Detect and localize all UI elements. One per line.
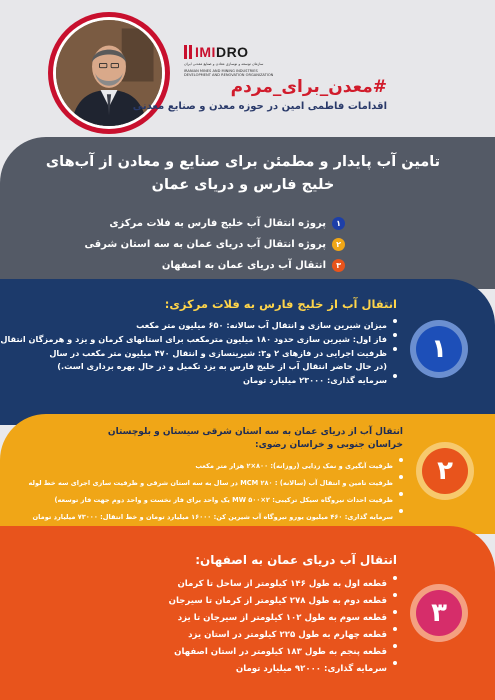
logo-subtext-en: IRANIAN MINES AND MINING INDUSTRIES DEVELOPMENT AND RENOVATION ORGANIZATION	[184, 68, 274, 78]
list-item: میزان شیرین سازی و انتقال آب سالانه: ۶۵۰ میلیون متر مکعب	[0, 319, 397, 333]
logo-subtext-fa: سازمان توسعه و نوسازی معادن و صنایع معدنی ایران	[184, 62, 264, 66]
logo-brand-red: IMI	[195, 44, 216, 60]
overview-item	[84, 213, 345, 234]
section-list	[169, 576, 397, 678]
list-item: قطعه دوم به طول ۲۷۸ کیلومتر از کرمان تا سیرجان	[169, 593, 397, 610]
section-oman-sea-isfahan	[0, 526, 495, 700]
section-persian-gulf	[0, 279, 495, 425]
overview-list	[84, 213, 345, 276]
logo-bars-icon	[184, 45, 192, 59]
list-item: قطعه پنجم به طول ۱۸۳ کیلومتر در استان اصفهان	[169, 644, 397, 661]
list-item: قطعه چهارم به طول ۲۲۵ کیلومتر در استان یزد	[169, 627, 397, 644]
header-subtitle: اقدامات فاطمی امین در حوزه معدن و صنایع معدنی	[132, 101, 387, 112]
overview-item-text: پروژه انتقال آب خلیج فارس به فلات مرکزی	[109, 218, 326, 229]
list-item: ظرفیت احداث نیروگاه سیکل ترکیبی: MW ۵۰۰×۲ یک واحد برای فاز نخست و واحد دوم جهت فاز توسعه)	[28, 492, 403, 509]
list-item: قطعه سوم به طول ۱۰۲ کیلومتر از سیرجان تا یزد	[169, 610, 397, 627]
section-list	[0, 319, 397, 388]
list-item: ظرفیت آبگیری و نمک زدایی (روزانه): ۸۰۰×۲ هزار متر مکعب	[28, 458, 403, 475]
section-title: انتقال آب دریای عمان به اصفهان:	[195, 553, 397, 567]
list-item: سرمایه گذاری: ۲۳۰۰۰ میلیارد تومان	[0, 374, 397, 388]
overview-item	[84, 234, 345, 255]
number-bullet-icon: ۱	[332, 217, 345, 230]
overview-panel	[0, 137, 495, 289]
section-title: انتقال آب از دریای عمان به سه استان شرقی سیستان و بلوچستان خراسان جنوبی و خراسان رضوی:	[107, 427, 403, 450]
number-bullet-icon: ۳	[332, 259, 345, 272]
logo-brand-dark: DRO	[215, 44, 249, 60]
section-number-badge: ۱	[410, 320, 468, 378]
portrait-frame	[48, 12, 170, 134]
list-item: فاز اول: شیرین سازی حدود ۱۸۰ میلیون مترمکعب برای استانهای کرمان و یزد و هرمزگان انتقال	[0, 333, 397, 347]
overview-item-text: پروژه انتقال آب دریای عمان به سه استان شرقی	[84, 239, 326, 250]
imidro-logo	[184, 44, 284, 78]
number-bullet-icon: ۲	[332, 238, 345, 251]
overview-item	[84, 255, 345, 276]
section-number-badge: ۲	[416, 442, 474, 500]
list-item: سرمایه گذاری: ۴۶۰ میلیون یورو نیروگاه آب شیرین کن: ۱۶۰۰۰ میلیارد تومان و خط انتقال: ۷۳۰۰۰ میلیارد تومان	[28, 509, 403, 526]
section-number-badge: ۳	[410, 584, 468, 642]
hashtag-title: #معدن_برای_مردم	[230, 77, 387, 97]
list-item-note: (در حال حاضر انتقال آب از خلیج فارس به یزد تکمیل و در حال بهره برداری است.)	[57, 361, 387, 372]
list-item: قطعه اول به طول ۱۴۶ کیلومتر از ساحل تا کرمان	[169, 576, 397, 593]
overview-item-text: انتقال آب دریای عمان به اصفهان	[161, 260, 326, 271]
overview-title: تامین آب پایدار و مطمئن برای صنایع و معادن از آب‌های خلیج فارس و دریای عمان	[45, 154, 441, 193]
section-oman-sea-east	[0, 414, 495, 534]
list-item: ظرفیت اجرایی در فازهای ۲ و۳: شیرینسازی و انتقال ۴۷۰ میلیون متر مکعب در سال	[0, 347, 397, 361]
list-item: ظرفیت تامین و انتقال آب (سالانه) : MCM ۲۸۰ در سال به سه استان شرقی و ظرفیت سازی اجرای سه خط لوله	[28, 475, 403, 492]
header	[0, 0, 495, 140]
section-title: انتقال آب از خلیج فارس به فلات مرکزی:	[164, 297, 397, 311]
section-list	[28, 458, 403, 526]
list-item: سرمایه گذاری: ۹۲۰۰۰ میلیارد تومان	[169, 661, 397, 678]
